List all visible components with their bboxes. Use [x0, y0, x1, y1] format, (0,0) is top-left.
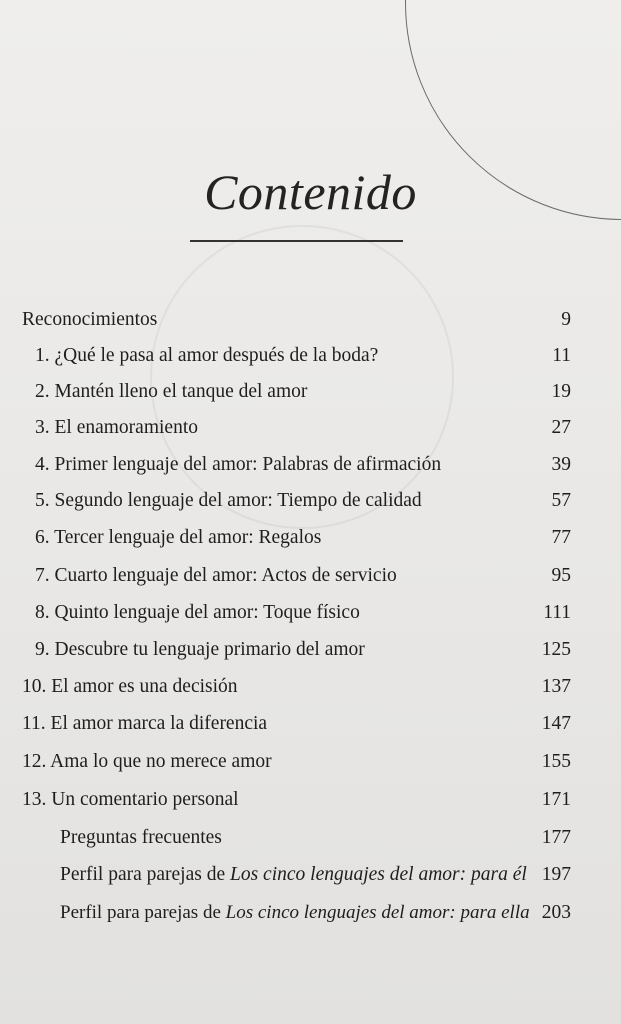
toc-entry-label: 7. Cuarto lenguaje del amor: Actos de servicio [35, 565, 397, 586]
toc-entry[interactable] [0, 558, 621, 594]
toc-entry-book-title: Los cinco lenguajes del amor: para ella [225, 902, 530, 923]
toc-entry[interactable] [0, 520, 621, 556]
toc-entry-page: 11 [552, 345, 571, 366]
toc-entry-page: 177 [541, 827, 571, 848]
toc-entry-page: 203 [541, 902, 571, 923]
toc-entry[interactable] [0, 595, 621, 631]
toc-entry[interactable] [0, 447, 621, 483]
toc-entry[interactable] [0, 374, 621, 410]
toc-entry-label: 13. Un comentario personal [22, 789, 239, 810]
toc-entry[interactable] [0, 338, 621, 374]
toc-entry-label: Perfil para parejas de Los cinco lenguajes del amor: para él [60, 864, 527, 885]
toc-entry-label: Perfil para parejas de Los cinco lenguajes del amor: para ella [60, 902, 530, 923]
toc-entry-label: 5. Segundo lenguaje del amor: Tiempo de calidad [35, 490, 422, 511]
toc-entry-label: 9. Descubre tu lenguaje primario del amor [35, 639, 365, 660]
toc-entry-page: 95 [551, 565, 571, 586]
toc-entry-label: 10. El amor es una decisión [22, 676, 238, 697]
toc-entry-page: 19 [551, 381, 571, 402]
toc-entry-page: 111 [543, 602, 571, 623]
toc-entry[interactable] [0, 483, 621, 519]
toc-entry-page: 137 [541, 676, 571, 697]
toc-entry[interactable] [0, 820, 621, 856]
toc-entry-label: 4. Primer lenguaje del amor: Palabras de afirmación [35, 454, 442, 475]
toc-entry-page: 147 [541, 713, 571, 734]
toc-entry[interactable] [0, 857, 621, 893]
toc-entry-label: 12. Ama lo que no merece amor [22, 751, 272, 772]
toc-entry-page: 57 [551, 490, 571, 511]
toc-entry-page: 125 [541, 639, 571, 660]
toc-entry[interactable] [0, 782, 621, 818]
page-title: Contenido [204, 164, 417, 220]
toc-entry-page: 77 [551, 527, 571, 548]
toc-entry[interactable] [0, 410, 621, 446]
toc-entry[interactable] [0, 895, 621, 931]
toc-entry[interactable] [0, 669, 621, 705]
toc-entry[interactable] [0, 302, 621, 338]
toc-entry[interactable] [0, 632, 621, 668]
toc-entry-page: 197 [541, 864, 571, 885]
toc-entry-page: 155 [541, 751, 571, 772]
toc-entry-page: 9 [561, 309, 571, 330]
toc-entry-page: 171 [541, 789, 571, 810]
toc-entry-label: Preguntas frecuentes [60, 827, 222, 848]
toc-entry-label: 2. Mantén lleno el tanque del amor [35, 381, 308, 402]
toc-entry-book-title: Los cinco lenguajes del amor: para él [230, 864, 527, 885]
toc-entry-page: 39 [551, 454, 571, 475]
toc-entry-label: 3. El enamoramiento [35, 417, 198, 438]
toc-entry[interactable] [0, 744, 621, 780]
toc-entry-label: 11. El amor marca la diferencia [22, 713, 268, 734]
title-underline [190, 240, 403, 242]
toc-entry-label: 6. Tercer lenguaje del amor: Regalos [35, 527, 322, 548]
toc-entry-label: 1. ¿Qué le pasa al amor después de la boda? [35, 345, 379, 366]
toc-entry-label: 8. Quinto lenguaje del amor: Toque físico [35, 602, 360, 623]
toc-entry-label: Reconocimientos [22, 309, 158, 330]
toc-entry-page: 27 [551, 417, 571, 438]
toc-entry[interactable] [0, 706, 621, 742]
